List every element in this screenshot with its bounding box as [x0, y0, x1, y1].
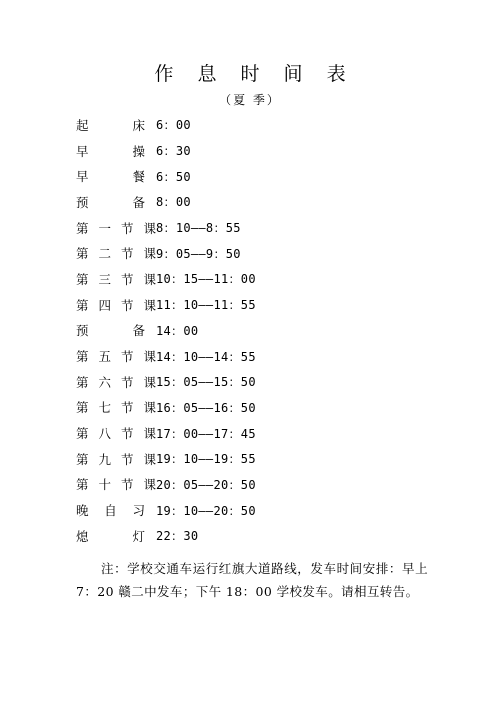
schedule-label: [76, 219, 156, 237]
label-char: 课: [143, 297, 156, 313]
label-char: 课: [143, 271, 156, 287]
label-char: 课: [143, 374, 156, 390]
schedule-row: [76, 266, 436, 292]
schedule-row: [76, 420, 436, 446]
schedule-row: [76, 112, 436, 138]
label-char: 第: [76, 271, 89, 287]
schedule-time: 11：10——11：55: [156, 298, 256, 313]
label-char: 第: [76, 477, 89, 493]
label-char: 十: [98, 477, 111, 493]
schedule-label: [76, 167, 156, 185]
schedule-time: 14：00: [156, 323, 199, 338]
page-subtitle: （夏 季）: [219, 93, 281, 107]
schedule-label: [76, 347, 156, 365]
schedule-time: 14：10——14：55: [156, 349, 256, 364]
label-char: 床: [132, 117, 145, 133]
label-char: 第: [76, 374, 89, 390]
schedule-row: [76, 138, 436, 164]
label-char: 节: [120, 246, 134, 262]
label-char: 第: [76, 451, 89, 467]
schedule-label: [76, 527, 156, 545]
label-char: 课: [143, 426, 156, 442]
note-text: 注：学校交通车运行红旗大道路线，发车时间安排：早上 7：20 赣二中发车；下午 18：00 学校发车。请相互转告。: [76, 561, 428, 599]
schedule-label: [76, 270, 156, 288]
label-char: 课: [143, 400, 156, 416]
label-char: 节: [120, 220, 134, 236]
label-char: 备: [132, 194, 145, 210]
schedule-label: [76, 501, 156, 519]
schedule-label: [76, 296, 156, 314]
schedule-time: 15：05——15：50: [156, 375, 256, 390]
label-char: 八: [98, 426, 111, 442]
label-char: 三: [98, 271, 111, 287]
label-char: 备: [132, 323, 145, 339]
schedule-label: [76, 244, 156, 262]
schedule-time: 6：50: [156, 169, 191, 184]
schedule-list: [76, 112, 436, 549]
label-char: 课: [143, 246, 156, 262]
label-char: 第: [76, 349, 89, 365]
label-char: 第: [76, 220, 89, 236]
schedule-time: 8：10——8：55: [156, 221, 241, 236]
label-char: 课: [143, 220, 156, 236]
label-char: 灯: [132, 528, 145, 544]
label-char: 节: [120, 426, 134, 442]
label-char: 餐: [132, 169, 145, 185]
schedule-label: [76, 321, 156, 339]
label-char: 第: [76, 400, 89, 416]
schedule-label: [76, 373, 156, 391]
label-char: 课: [143, 477, 156, 493]
label-char: 七: [98, 400, 111, 416]
label-char: 起: [76, 117, 89, 133]
label-char: 第: [76, 426, 89, 442]
schedule-row: [76, 395, 436, 421]
schedule-time: 8：00: [156, 195, 191, 210]
label-char: 五: [98, 349, 111, 365]
label-char: 二: [98, 246, 111, 262]
schedule-label: [76, 424, 156, 442]
schedule-time: 19：10——19：55: [156, 452, 256, 467]
schedule-row: [76, 369, 436, 395]
label-char: 课: [143, 349, 156, 365]
label-char: 九: [98, 451, 111, 467]
schedule-row: [76, 292, 436, 318]
label-char: 节: [120, 477, 134, 493]
label-char: 预: [76, 194, 89, 210]
label-char: 六: [98, 374, 111, 390]
schedule-time: 9：05——9：50: [156, 246, 241, 261]
schedule-row: [76, 189, 436, 215]
label-char: 节: [120, 271, 134, 287]
schedule-time: 17：00——17：45: [156, 426, 256, 441]
label-char: 课: [143, 451, 156, 467]
schedule-row: [76, 446, 436, 472]
schedule-row: [76, 163, 436, 189]
schedule-label: [76, 193, 156, 211]
label-char: 熄: [76, 528, 89, 544]
schedule-row: [76, 343, 436, 369]
schedule-row: [76, 523, 436, 549]
schedule-row: [76, 240, 436, 266]
schedule-label: [76, 142, 156, 160]
label-char: 第: [76, 297, 89, 313]
label-char: 第: [76, 246, 89, 262]
label-char: 晚: [76, 503, 89, 519]
label-char: 节: [120, 349, 134, 365]
label-char: 四: [98, 297, 111, 313]
label-char: 早: [76, 169, 89, 185]
label-char: 节: [120, 451, 134, 467]
label-char: 自: [104, 503, 117, 519]
schedule-time: 19：10——20：50: [156, 503, 256, 518]
schedule-label: [76, 450, 156, 468]
page-title: 作 息 时 间 表: [154, 63, 355, 85]
label-char: 一: [98, 220, 111, 236]
schedule-time: 6：00: [156, 118, 191, 133]
label-char: 早: [76, 143, 89, 159]
label-char: 节: [120, 400, 134, 416]
schedule-time: 16：05——16：50: [156, 400, 256, 415]
schedule-time: 20：05——20：50: [156, 477, 256, 492]
schedule-time: 10：15——11：00: [156, 272, 256, 287]
label-char: 习: [132, 503, 145, 519]
schedule-row: [76, 318, 436, 344]
schedule-row: [76, 497, 436, 523]
schedule-label: [76, 475, 156, 493]
schedule-row: [76, 472, 436, 498]
schedule-label: [76, 398, 156, 416]
schedule-label: [76, 116, 156, 134]
schedule-time: 22：30: [156, 529, 199, 544]
schedule-time: 6：30: [156, 144, 191, 159]
label-char: 操: [132, 143, 145, 159]
label-char: 节: [120, 374, 134, 390]
label-char: 预: [76, 323, 89, 339]
label-char: 节: [120, 297, 134, 313]
schedule-row: [76, 215, 436, 241]
